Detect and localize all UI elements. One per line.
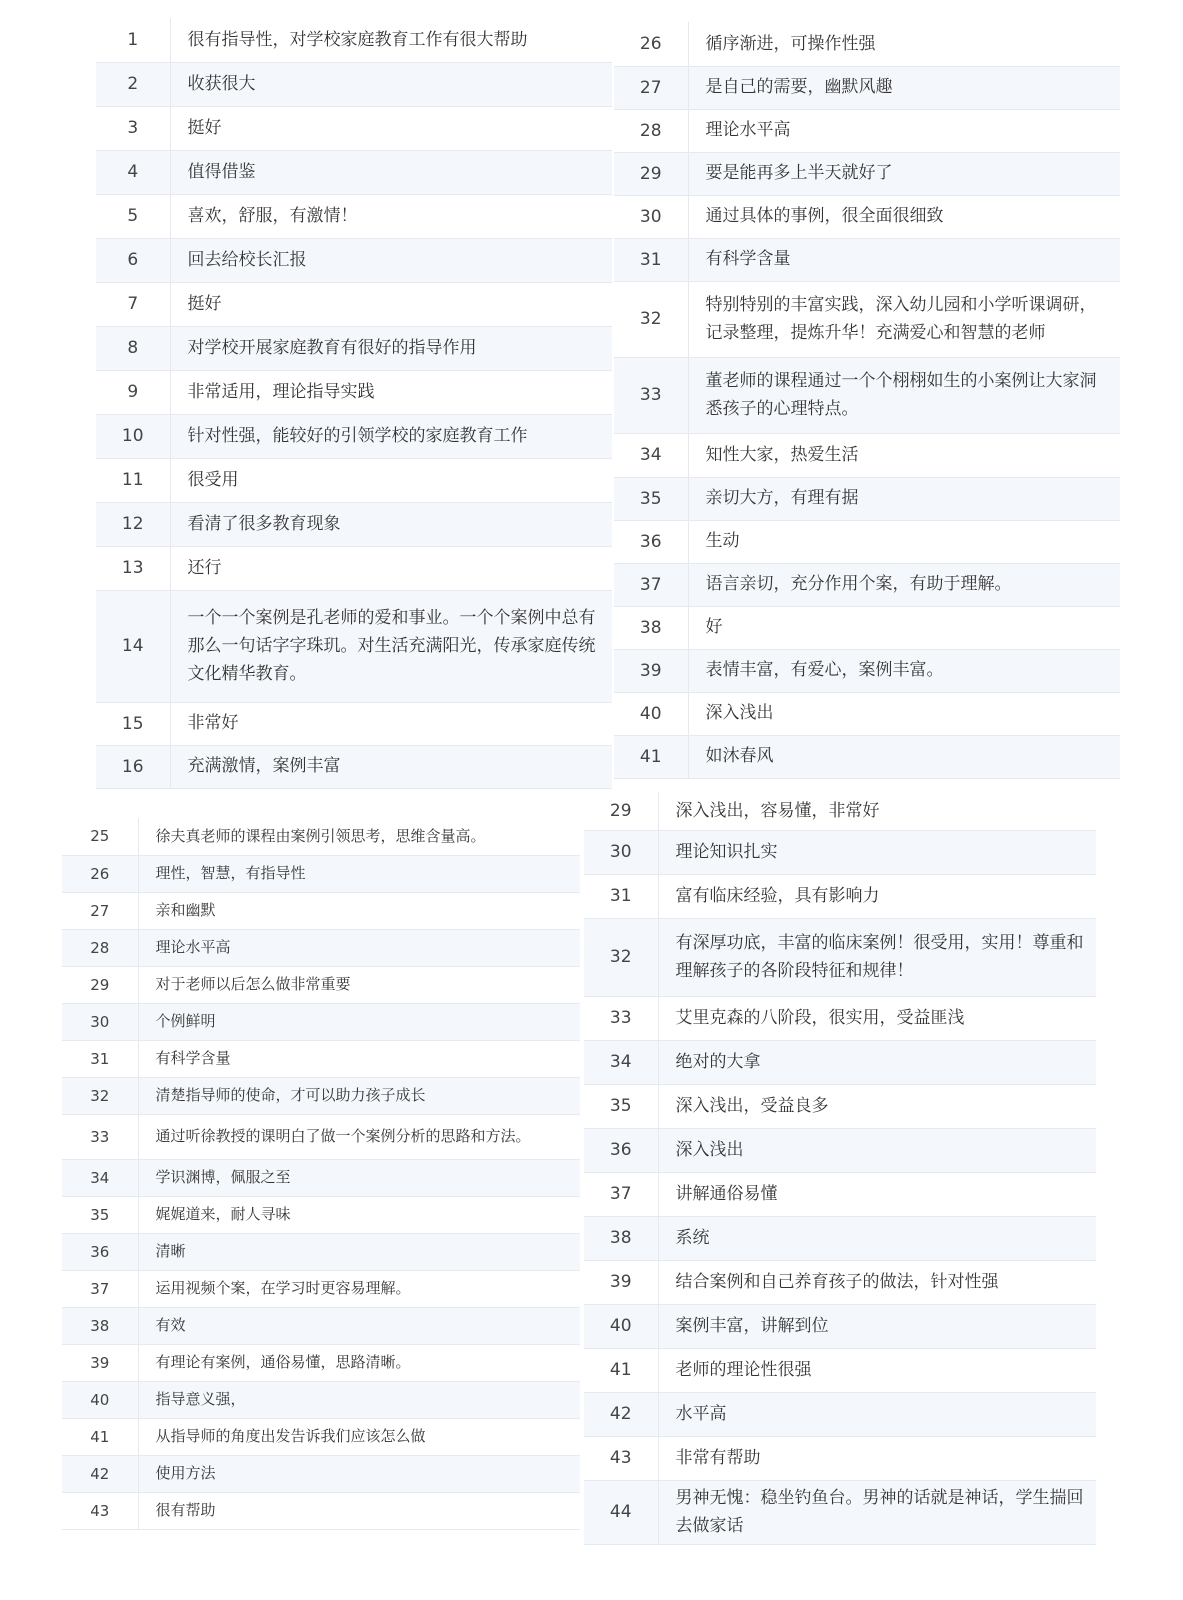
feedback-text: 老师的理论性很强 — [658, 1348, 1096, 1392]
row-number: 9 — [96, 370, 170, 414]
feedback-text: 亲切大方，有理有据 — [688, 477, 1120, 520]
row-number: 33 — [614, 357, 688, 433]
row-number: 29 — [614, 152, 688, 195]
feedback-text: 是自己的需要，幽默风趣 — [688, 66, 1120, 109]
row-number: 39 — [614, 649, 688, 692]
feedback-text: 通过具体的事例，很全面很细致 — [688, 195, 1120, 238]
feedback-text: 结合案例和自己养育孩子的做法，针对性强 — [658, 1260, 1096, 1304]
row-number: 37 — [62, 1270, 138, 1307]
feedback-text: 理论水平高 — [688, 109, 1120, 152]
row-number: 39 — [584, 1260, 658, 1304]
row-number: 32 — [584, 918, 658, 996]
feedback-text: 绝对的大拿 — [658, 1040, 1096, 1084]
feedback-text: 循序渐进，可操作性强 — [688, 22, 1120, 66]
table-row — [584, 1260, 1096, 1304]
row-number: 37 — [584, 1172, 658, 1216]
feedback-text: 理论知识扎实 — [658, 830, 1096, 874]
table-row — [584, 1480, 1096, 1544]
table-row — [62, 966, 580, 1003]
table-row — [584, 792, 1096, 830]
feedback-text: 挺好 — [170, 282, 612, 326]
row-number: 34 — [584, 1040, 658, 1084]
feedback-text: 清楚指导师的使命，才可以助力孩子成长 — [138, 1077, 580, 1114]
row-number: 41 — [584, 1348, 658, 1392]
row-number: 31 — [62, 1040, 138, 1077]
table-row — [584, 830, 1096, 874]
table-row — [62, 818, 580, 855]
feedback-text: 富有临床经验，具有影响力 — [658, 874, 1096, 918]
table-row — [62, 892, 580, 929]
feedback-text: 系统 — [658, 1216, 1096, 1260]
row-number: 4 — [96, 150, 170, 194]
row-number: 43 — [584, 1436, 658, 1480]
table-row — [614, 735, 1120, 778]
table-row — [62, 1159, 580, 1196]
row-number: 29 — [62, 966, 138, 1003]
table-row — [96, 546, 612, 590]
row-number: 27 — [62, 892, 138, 929]
table-row — [614, 606, 1120, 649]
table-row — [584, 1436, 1096, 1480]
row-number: 42 — [584, 1392, 658, 1436]
row-number: 36 — [584, 1128, 658, 1172]
row-number: 30 — [614, 195, 688, 238]
feedback-text: 回去给校长汇报 — [170, 238, 612, 282]
table-row — [614, 563, 1120, 606]
feedback-text: 指导意义强， — [138, 1381, 580, 1418]
table-row — [62, 1344, 580, 1381]
row-number: 31 — [614, 238, 688, 281]
feedback-text: 深入浅出，容易懂，非常好 — [658, 792, 1096, 830]
feedback-text: 理论水平高 — [138, 929, 580, 966]
row-number: 26 — [614, 22, 688, 66]
table-row — [584, 1040, 1096, 1084]
table-row — [584, 1348, 1096, 1392]
table-row — [62, 1492, 580, 1529]
table-row — [62, 1077, 580, 1114]
feedback-text: 个例鲜明 — [138, 1003, 580, 1040]
feedback-text: 还行 — [170, 546, 612, 590]
feedback-text: 清晰 — [138, 1233, 580, 1270]
table-row — [96, 62, 612, 106]
row-number: 41 — [62, 1418, 138, 1455]
feedback-text: 讲解通俗易懂 — [658, 1172, 1096, 1216]
row-number: 34 — [614, 433, 688, 477]
table-row — [96, 18, 612, 62]
feedback-text: 对学校开展家庭教育有很好的指导作用 — [170, 326, 612, 370]
feedback-text: 非常适用，理论指导实践 — [170, 370, 612, 414]
feedback-text: 非常好 — [170, 702, 612, 745]
row-number: 30 — [62, 1003, 138, 1040]
feedback-text: 董老师的课程通过一个个栩栩如生的小案例让大家洞悉孩子的心理特点。 — [688, 357, 1120, 433]
row-number: 7 — [96, 282, 170, 326]
row-number: 11 — [96, 458, 170, 502]
table-row — [584, 1216, 1096, 1260]
feedback-text: 艾里克森的八阶段，很实用，受益匪浅 — [658, 996, 1096, 1040]
feedback-text: 有效 — [138, 1307, 580, 1344]
feedback-text: 收获很大 — [170, 62, 612, 106]
table-row — [62, 1270, 580, 1307]
feedback-text: 使用方法 — [138, 1455, 580, 1492]
table-row — [584, 1172, 1096, 1216]
table-row — [614, 477, 1120, 520]
row-number: 43 — [62, 1492, 138, 1529]
feedback-text: 好 — [688, 606, 1120, 649]
row-number: 38 — [62, 1307, 138, 1344]
feedback-text: 水平高 — [658, 1392, 1096, 1436]
row-number: 40 — [62, 1381, 138, 1418]
row-number: 33 — [584, 996, 658, 1040]
feedback-text: 案例丰富，讲解到位 — [658, 1304, 1096, 1348]
row-number: 38 — [614, 606, 688, 649]
row-number: 16 — [96, 745, 170, 788]
table-row — [614, 109, 1120, 152]
feedback-table-bottom-left — [62, 818, 580, 1530]
row-number: 38 — [584, 1216, 658, 1260]
row-number: 12 — [96, 502, 170, 546]
row-number: 3 — [96, 106, 170, 150]
feedback-text: 有理论有案例，通俗易懂，思路清晰。 — [138, 1344, 580, 1381]
row-number: 29 — [584, 792, 658, 830]
row-number: 32 — [614, 281, 688, 357]
row-number: 14 — [96, 590, 170, 702]
feedback-text: 看清了很多教育现象 — [170, 502, 612, 546]
row-number: 44 — [584, 1480, 658, 1544]
table-row — [62, 1196, 580, 1233]
row-number: 35 — [614, 477, 688, 520]
table-row — [96, 282, 612, 326]
table-row — [62, 1307, 580, 1344]
table-row — [62, 855, 580, 892]
row-number: 41 — [614, 735, 688, 778]
table-row — [614, 152, 1120, 195]
feedback-text: 有深厚功底，丰富的临床案例！很受用，实用！尊重和理解孩子的各阶段特征和规律！ — [658, 918, 1096, 996]
table-row — [62, 1040, 580, 1077]
table-row — [584, 996, 1096, 1040]
feedback-text: 如沐春风 — [688, 735, 1120, 778]
feedback-text: 学识渊博，佩服之至 — [138, 1159, 580, 1196]
row-number: 33 — [62, 1114, 138, 1159]
table-row — [96, 194, 612, 238]
row-number: 27 — [614, 66, 688, 109]
table-row — [62, 1418, 580, 1455]
row-number: 1 — [96, 18, 170, 62]
feedback-text: 充满激情，案例丰富 — [170, 745, 612, 788]
row-number: 40 — [614, 692, 688, 735]
table-row — [96, 745, 612, 788]
table-row — [614, 195, 1120, 238]
feedback-text: 对于老师以后怎么做非常重要 — [138, 966, 580, 1003]
row-number: 25 — [62, 818, 138, 855]
table-row — [96, 458, 612, 502]
table-row — [96, 414, 612, 458]
feedback-text: 运用视频个案，在学习时更容易理解。 — [138, 1270, 580, 1307]
feedback-text: 喜欢，舒服，有激情！ — [170, 194, 612, 238]
feedback-text: 生动 — [688, 520, 1120, 563]
row-number: 8 — [96, 326, 170, 370]
row-number: 35 — [584, 1084, 658, 1128]
table-row — [96, 370, 612, 414]
table-row — [584, 1304, 1096, 1348]
table-row — [96, 502, 612, 546]
feedback-table-top-right — [614, 22, 1120, 779]
row-number: 40 — [584, 1304, 658, 1348]
row-number: 15 — [96, 702, 170, 745]
table-row — [96, 238, 612, 282]
feedback-text: 一个一个案例是孔老师的爱和事业。一个个案例中总有那么一句话字字珠玑。对生活充满阳光，传承家庭传统文化精华教育。 — [170, 590, 612, 702]
table-row — [614, 520, 1120, 563]
table-row — [584, 1392, 1096, 1436]
table-row — [614, 433, 1120, 477]
feedback-text: 娓娓道来，耐人寻味 — [138, 1196, 580, 1233]
table-row — [62, 1233, 580, 1270]
feedback-table-top-left — [96, 18, 612, 789]
row-number: 10 — [96, 414, 170, 458]
table-row — [614, 238, 1120, 281]
table-row — [62, 1455, 580, 1492]
table-row — [614, 281, 1120, 357]
feedback-text: 知性大家，热爱生活 — [688, 433, 1120, 477]
feedback-text: 要是能再多上半天就好了 — [688, 152, 1120, 195]
row-number: 13 — [96, 546, 170, 590]
table-row — [62, 1381, 580, 1418]
row-number: 28 — [614, 109, 688, 152]
feedback-text: 非常有帮助 — [658, 1436, 1096, 1480]
row-number: 2 — [96, 62, 170, 106]
feedback-text: 特别特别的丰富实践，深入幼儿园和小学听课调研，记录整理，提炼升华！充满爱心和智慧的老师 — [688, 281, 1120, 357]
feedback-text: 深入浅出 — [658, 1128, 1096, 1172]
feedback-text: 深入浅出 — [688, 692, 1120, 735]
feedback-text: 表情丰富，有爱心，案例丰富。 — [688, 649, 1120, 692]
table-row — [584, 874, 1096, 918]
feedback-text: 理性，智慧，有指导性 — [138, 855, 580, 892]
row-number: 36 — [614, 520, 688, 563]
feedback-text: 很有指导性，对学校家庭教育工作有很大帮助 — [170, 18, 612, 62]
row-number: 30 — [584, 830, 658, 874]
row-number: 37 — [614, 563, 688, 606]
row-number: 36 — [62, 1233, 138, 1270]
table-row — [584, 1084, 1096, 1128]
feedback-table-bottom-right — [584, 792, 1096, 1545]
table-row — [62, 929, 580, 966]
table-row — [614, 357, 1120, 433]
feedback-text: 值得借鉴 — [170, 150, 612, 194]
row-number: 5 — [96, 194, 170, 238]
feedback-text: 有科学含量 — [688, 238, 1120, 281]
row-number: 32 — [62, 1077, 138, 1114]
row-number: 28 — [62, 929, 138, 966]
table-row — [614, 66, 1120, 109]
table-row — [62, 1003, 580, 1040]
row-number: 6 — [96, 238, 170, 282]
feedback-text: 深入浅出，受益良多 — [658, 1084, 1096, 1128]
feedback-text: 语言亲切，充分作用个案，有助于理解。 — [688, 563, 1120, 606]
table-row — [614, 22, 1120, 66]
row-number: 31 — [584, 874, 658, 918]
feedback-text: 有科学含量 — [138, 1040, 580, 1077]
feedback-text: 挺好 — [170, 106, 612, 150]
table-row — [62, 1114, 580, 1159]
feedback-text: 男神无愧：稳坐钓鱼台。男神的话就是神话，学生揣回去做家话 — [658, 1480, 1096, 1544]
table-row — [96, 702, 612, 745]
table-row — [584, 918, 1096, 996]
table-row — [96, 590, 612, 702]
table-row — [96, 106, 612, 150]
table-row — [584, 1128, 1096, 1172]
feedback-text: 通过听徐教授的课明白了做一个案例分析的思路和方法。 — [138, 1114, 580, 1159]
feedback-text: 很受用 — [170, 458, 612, 502]
table-row — [614, 649, 1120, 692]
row-number: 35 — [62, 1196, 138, 1233]
feedback-text: 很有帮助 — [138, 1492, 580, 1529]
feedback-text: 针对性强，能较好的引领学校的家庭教育工作 — [170, 414, 612, 458]
row-number: 34 — [62, 1159, 138, 1196]
feedback-text: 徐夫真老师的课程由案例引领思考，思维含量高。 — [138, 818, 580, 855]
row-number: 26 — [62, 855, 138, 892]
table-row — [96, 326, 612, 370]
row-number: 39 — [62, 1344, 138, 1381]
table-row — [614, 692, 1120, 735]
feedback-text: 从指导师的角度出发告诉我们应该怎么做 — [138, 1418, 580, 1455]
feedback-text: 亲和幽默 — [138, 892, 580, 929]
table-row — [96, 150, 612, 194]
row-number: 42 — [62, 1455, 138, 1492]
